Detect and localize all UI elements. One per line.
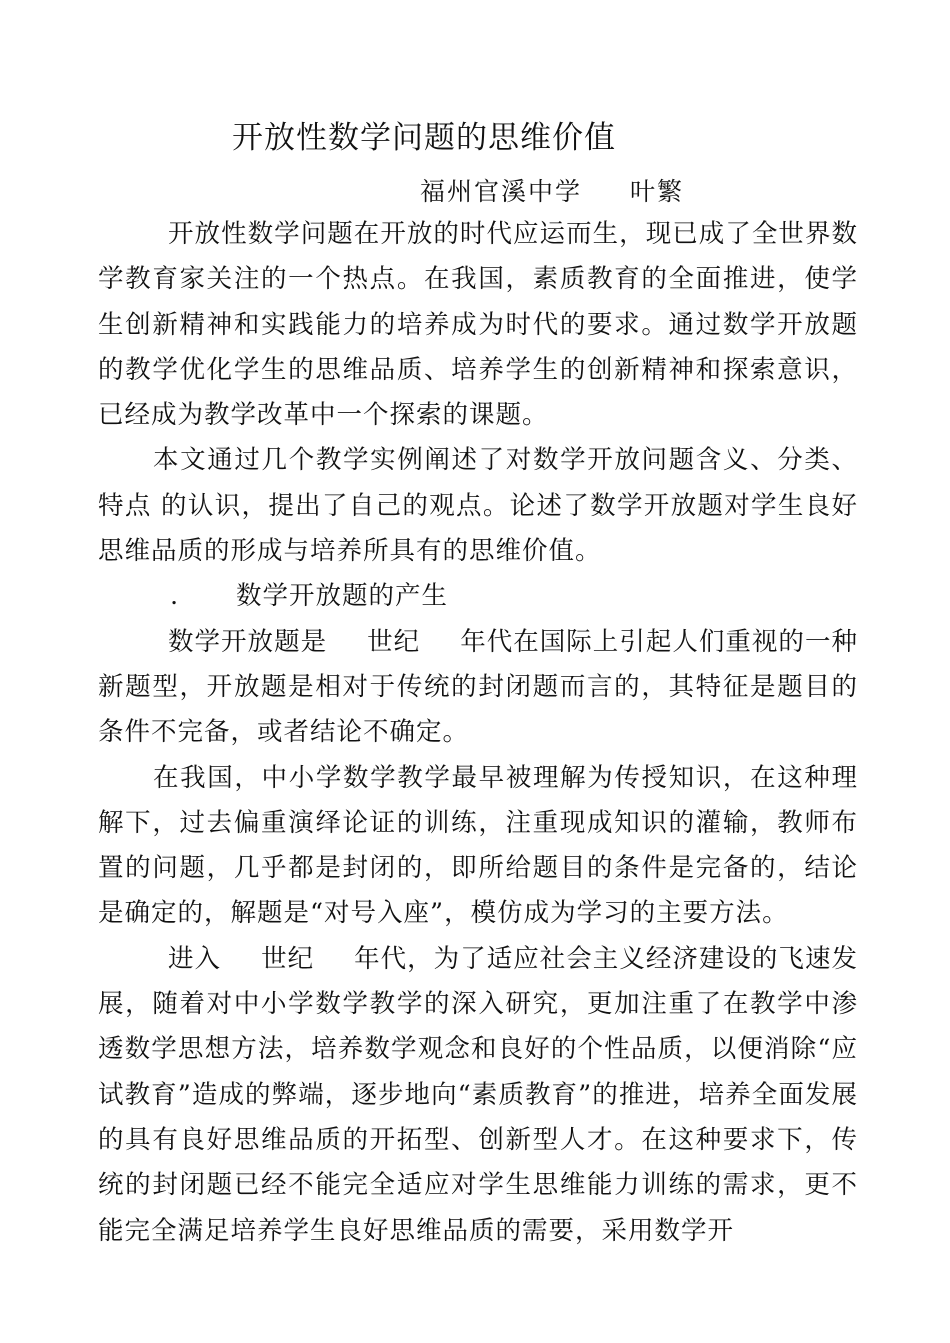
paragraph-reform-part2: 世纪 (261, 943, 315, 974)
paragraph-origin (98, 620, 858, 756)
paragraph-origin-part3: 年代在国际上引起人们重视的一种新题型，开放题是相对于传统的封闭题而言的，其特征是题目的条件不完备，或者结论不确定。 (98, 626, 858, 748)
paragraph-reform (98, 937, 858, 1254)
author-organization: 福州官溪中学 (420, 177, 583, 206)
paragraph-history: 在我国，中小学数学教学最早被理解为传授知识，在这种理解下，过去偏重演绎论证的训练，注重现成知识的灌输，教师布置的问题，几乎都是封闭的，即所给题目的条件是完备的，结论是确定的，解题是“对号入座”，模仿成为学习的主要方法。 (98, 762, 858, 929)
author-name: 叶繁 (630, 177, 685, 206)
paragraph-origin-part1: 数学开放题是 (168, 626, 328, 657)
paragraph-abstract: 本文通过几个教学实例阐述了对数学开放问题含义、分类、特点 的认识，提出了自己的观点。论述了数学开放题对学生良好思维品质的形成与培养所具有的思维价值。 (98, 445, 858, 567)
document-body (98, 212, 858, 1254)
paragraph-origin-part2: 世纪 (367, 626, 421, 657)
paragraph-intro: 开放性数学问题在开放的时代应运而生，现已成了全世界数学教育家关注的一个热点。在我国，素质教育的全面推进，使学生创新精神和实践能力的培养成为时代的要求。通过数学开放题的教学优化学生的思维品质、培养学生的创新精神和探索意识，已经成为教学改革中一个探索的课题。 (98, 219, 858, 431)
paragraph-reform-part1: 进入 (168, 943, 222, 974)
paragraph-reform-part3: 年代，为了适应社会主义经济建设的飞速发展，随着对中小学数学教学的深入研究，更加注重了在教学中渗透数学思想方法，培养数学观念和良好的个性品质，以便消除“应试教育”造成的弊端，逐步地向“素质教育”的推进，培养全面发展的具有良好思维品质的开拓型、创新型人才。在这种要求下，传统的封闭题已经不能完全适应对学生思维能力训练的需求，更不能完全满足培养学生良好思维品质的需要，采用数学开 (98, 943, 858, 1246)
section-marker: . (170, 581, 180, 612)
section-heading (98, 574, 858, 619)
document-title: 开放性数学问题的思维价值 (232, 120, 616, 156)
author-line (420, 172, 684, 208)
section-title: 数学开放题的产生 (236, 581, 449, 612)
